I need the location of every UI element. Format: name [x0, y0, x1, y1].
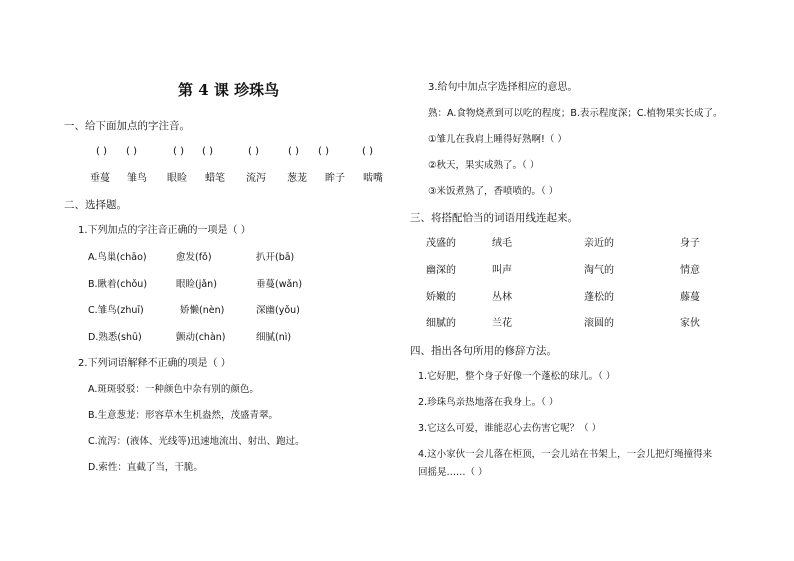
vocab-word: 眸子 [325, 173, 345, 184]
match-word: 藤蔓 [680, 292, 700, 303]
sentence-item: ③米饭煮熟了，香喷喷的。（ ） [428, 186, 559, 197]
option-text: 颤动(chàn) [176, 332, 226, 343]
option-text: 愈发(fǒ) [176, 252, 212, 263]
option-text: C.雏鸟(zhuī) [88, 305, 144, 316]
option-text: 垂蔓(wǎn) [256, 279, 303, 290]
rhetoric-item: 4.这小家伙一会儿落在柜顶，一会儿站在书架上，一会儿把灯绳撞得来 [418, 449, 713, 460]
rhetoric-item: 3.它这么可爱，谁能忍心去伤害它呢？（ ） [418, 423, 602, 434]
answer-bracket: ( ) [96, 146, 107, 157]
option-text: 细腻(nì) [256, 332, 292, 343]
option-text: B.瞅着(chǒu) [88, 279, 148, 290]
match-word: 滚圆的 [584, 318, 614, 329]
vocab-word: 雏鸟 [127, 173, 147, 184]
match-word: 身子 [680, 238, 700, 249]
match-word: 兰花 [492, 318, 512, 329]
match-word: 幽深的 [426, 265, 456, 276]
match-word: 绒毛 [492, 238, 512, 249]
option-text: A.斑斑驳驳：一种颜色中杂有别的颜色。 [88, 384, 259, 395]
rhetoric-item: 1.它好肥，整个身子好像一个蓬松的球儿。（ ） [418, 371, 616, 382]
answer-bracket: ( ) [362, 146, 373, 157]
match-word: 淘气的 [584, 265, 614, 276]
answer-bracket: ( ) [126, 146, 137, 157]
match-word: 细腻的 [426, 318, 456, 329]
question-2-2: 2.下列词语解释不正确的项是（ ） [78, 358, 231, 369]
vocab-word: 蜡笔 [205, 173, 225, 184]
rhetoric-item-continued: 回摇晃……（ ） [418, 467, 488, 478]
option-text: 娇懒(nèn) [180, 305, 225, 316]
match-word: 娇嫩的 [426, 292, 456, 303]
section-1-heading: 一、给下面加点的字注音。 [64, 120, 190, 132]
question-2-3: 3.给句中加点字选择相应的意思。 [428, 82, 578, 93]
vocab-word: 流泻 [246, 173, 266, 184]
answer-bracket: ( ) [202, 146, 213, 157]
sentence-item: ①雏儿在我肩上睡得好熟啊!（ ） [428, 134, 567, 145]
match-word: 情意 [680, 265, 700, 276]
option-text: 深幽(yǒu) [256, 305, 300, 316]
option-text: A.鸟巢(chāo) [88, 252, 147, 263]
lesson-title: 第 4 课 珍珠鸟 [178, 81, 280, 99]
sentence-item: ②秋天，果实成熟了。（ ） [428, 160, 540, 171]
option-text: 眼睑(jǎn) [176, 279, 217, 290]
match-word: 亲近的 [584, 238, 614, 249]
section-3-heading: 三、将搭配恰当的词语用线连起来。 [410, 212, 578, 224]
section-4-heading: 四、指出各句所用的修辞方法。 [410, 345, 557, 357]
option-text: C.流泻：(液体、光线等)迅速地流出、射出、跑过。 [88, 436, 305, 447]
rhetoric-item: 2.珍珠鸟亲热地落在我身上。（ ） [418, 397, 559, 408]
answer-bracket: ( ) [173, 146, 184, 157]
vocab-word: 葱茏 [287, 173, 307, 184]
answer-bracket: ( ) [318, 146, 329, 157]
vocab-word: 啮嘴 [363, 173, 383, 184]
section-2-heading: 二、选择题。 [64, 199, 127, 211]
match-word: 蓬松的 [584, 292, 614, 303]
vocab-word: 眼睑 [167, 173, 187, 184]
option-text: 扒开(bā) [256, 252, 295, 263]
option-text: B.生意葱茏：形容草木生机盎然，茂盛青翠。 [88, 410, 279, 421]
match-word: 家伙 [680, 318, 700, 329]
vocab-word: 垂蔓 [90, 173, 110, 184]
definition-text: 熟：A.食物烧煮到可以吃的程度；B.表示程度深；C.植物果实长成了。 [428, 108, 723, 119]
match-word: 丛林 [492, 292, 512, 303]
match-word: 茂盛的 [426, 238, 456, 249]
answer-bracket: ( ) [248, 146, 259, 157]
match-word: 叫声 [492, 265, 512, 276]
question-2-1: 1.下列加点的字注音正确的一项是（ ） [78, 225, 251, 236]
answer-bracket: ( ) [288, 146, 299, 157]
option-text: D.熟悉(shū) [88, 332, 142, 343]
option-text: D.索性：直截了当，干脆。 [88, 462, 203, 473]
